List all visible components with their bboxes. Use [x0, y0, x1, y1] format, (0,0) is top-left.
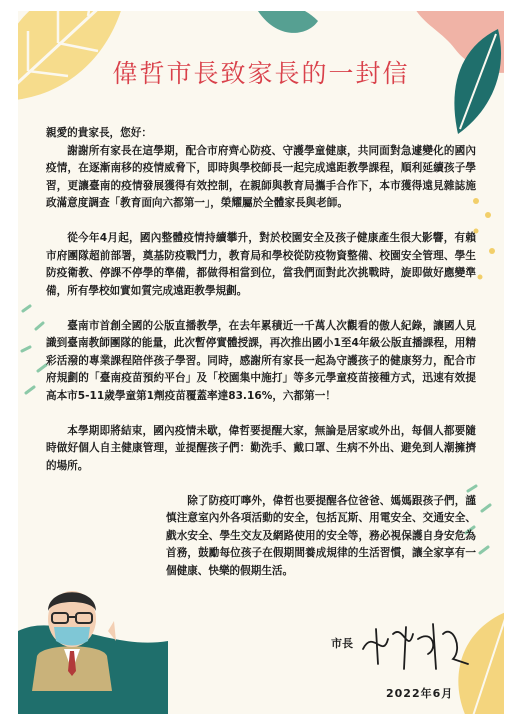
leaf-decoration — [258, 11, 318, 41]
paragraph: 謝謝所有家長在這學期，配合市府齊心防疫、守護學童健康，共同面對急遽變化的國內疫情，在逐漸南移的疫情威脅下，即時與學校師長一起完成遠距教學課程，順利延續孩子學習，更讓臺南的疫情發展獲得有效控制，在親師與教育局攜手合作下，本市獲得遠見雜誌施政滿意度調查「教育面向六都第一」，榮耀屬於全體家長與老師。 — [46, 144, 476, 209]
handwritten-signature — [358, 619, 478, 674]
greeting: 親愛的貴家長，您好： — [46, 127, 152, 139]
paragraph: 除了防疫叮嚀外，偉哲也要提醒各位爸爸、媽媽跟孩子們，謹慎注意室內外各項活動的安全，包括瓦斯、用電安全、交通安全、戲水安全、學生交友及網路使用的安全等，務必視保護自身安危為首務，鼓勵每位孩子在假期間養成規律的生活習慣，讓全家享有一個健康、快樂的假期生活。 — [166, 494, 476, 577]
letter-title: 偉哲市長致家長的一封信 — [112, 59, 410, 88]
paragraph: 臺南市首創全國的公版直播教學，在去年累積近一千萬人次觀看的傲人紀錄，讓國人見識到臺南教師團隊的能量，此次暫停實體授課，再次推出國小1至4年級公版直播課程，用精彩活潑的專業課程陪伴孩子學習。同時，感謝所有家長一起為守護孩子的健康努力，配合市府規劃的「臺南疫苗預約平台」及「校園集中施打」等多元學童疫苗接種方式，迅速有效提高本市5-11歲學童第1劑疫苗覆蓋率達83.16%，六都第一！ — [46, 319, 476, 402]
letter-sheet — [18, 11, 504, 714]
mayor-illustration — [22, 571, 122, 691]
paragraph: 本學期即將結束，國內疫情未歇，偉哲要提醒大家，無論是居家或外出，每個人都要隨時做好個人自主健康管理，並提醒孩子們：勤洗手、戴口罩、生病不外出、避免到人潮擁擠的場所。 — [46, 424, 476, 472]
paragraph: 從今年4月起，國內整體疫情持續攀升，對於校園安全及孩子健康產生很大影響，有賴市府團隊超前部署，奠基防疫戰鬥力，教育局和學校從防疫物資整備、校園安全管理、學生防疫衛教、停課不停學的準備，都做得相當到位，當我們面對此次挑戰時，旋即做好應變準備，所有學校如實如質完成遠距教學規劃。 — [46, 232, 476, 297]
letter-body — [46, 125, 476, 598]
letter-date: 2022年6月 — [386, 687, 454, 700]
signature-label: 市長 — [331, 637, 353, 650]
